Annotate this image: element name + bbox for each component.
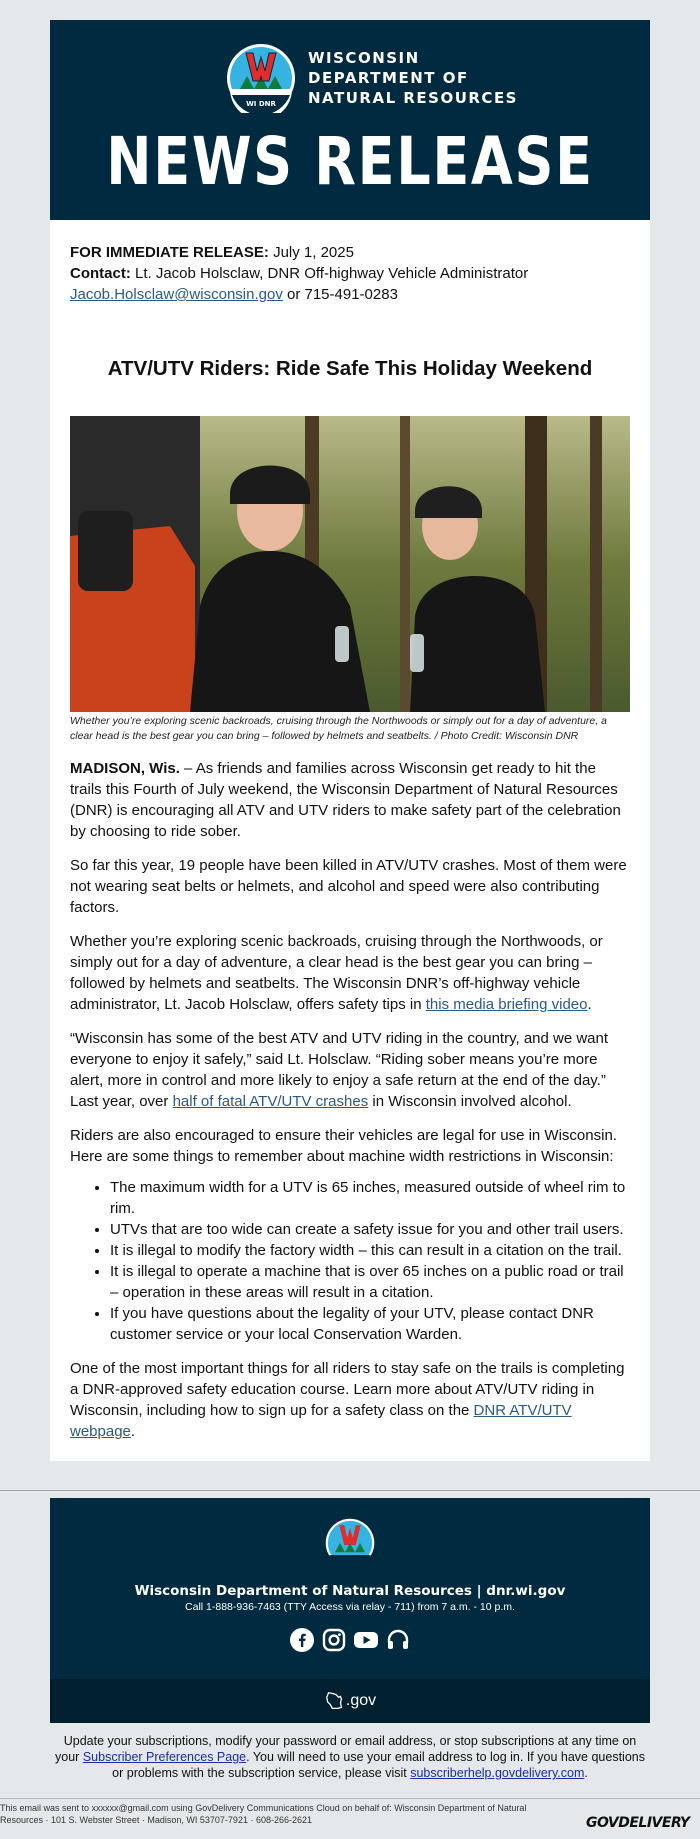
dnr-badge-icon <box>226 43 296 113</box>
contact-phone: 715-491-0283 <box>304 286 398 303</box>
header-banner <box>50 20 650 220</box>
facebook-icon[interactable] <box>290 1628 314 1652</box>
sent-notice: This email was sent to xxxxxx@gmail.com using GovDelivery Communications Cloud on behalf of: Wisconsin Department of Natural Resources · 101 S. Webster Street · Madison, WI 53707-7921 · 608-266-2621 <box>0 1803 527 1825</box>
podcast-icon[interactable] <box>386 1628 410 1652</box>
section-divider <box>0 1490 700 1491</box>
release-date: July 1, 2025 <box>273 244 354 261</box>
media-briefing-video-link[interactable]: this media briefing video <box>425 996 588 1013</box>
govdelivery-logo[interactable]: GOVDELIVERY <box>586 1815 690 1831</box>
news-release-title: NEWS RELEASE <box>106 123 594 200</box>
paragraph-4: “Wisconsin has some of the best ATV and UTV riding in the country, and we want everyone to enjoy it safely,” said Lt. Holsclaw. “Riding sober means you’re more alert, more in control and more likely to enjoy a safe return at the end of the day.” Last year, over half of fatal ATV/UTV crashes in Wisconsin involved alcohol. <box>70 1030 609 1110</box>
list-item: • It is illegal to modify the factory width – this can result in a citation on the trail. <box>110 1240 630 1261</box>
footer-org-name: Wisconsin Department of Natural Resources | dnr.wi.gov <box>134 1583 566 1599</box>
wisconsin-map-icon <box>324 1690 346 1712</box>
dateline: MADISON, Wis. <box>70 760 180 777</box>
bottom-divider <box>0 1798 700 1799</box>
dnr-logo[interactable] <box>226 42 518 114</box>
subscriber-help-link[interactable]: subscriberhelp.govdelivery.com <box>410 1766 585 1780</box>
org-name: WISCONSIN DEPARTMENT OF NATURAL RESOURCES <box>308 49 518 107</box>
atv-utv-webpage-link[interactable]: DNR ATV/UTV webpage <box>70 1402 572 1440</box>
gov-strip <box>50 1679 650 1723</box>
list-item: • The maximum width for a UTV is 65 inches, measured outside of wheel rim to rim. <box>110 1177 630 1219</box>
paragraph-5: Riders are also encouraged to ensure their vehicles are legal for use in Wisconsin. Here are some things to remember about machine width restrictions in Wisconsin: <box>70 1127 617 1165</box>
fatal-crashes-link[interactable]: half of fatal ATV/UTV crashes <box>172 1093 369 1110</box>
subscriber-preferences-link[interactable]: Subscriber Preferences Page <box>82 1750 247 1764</box>
contact-email-link[interactable]: Jacob.Holsclaw@wisconsin.gov <box>70 286 283 303</box>
article-content <box>50 220 650 1442</box>
photo-caption: Whether you’re exploring scenic backroads, cruising through the Northwoods or simply out for a day of adventure, a clear head is the best gear you can bring – followed by helmets and seatbelts. / Photo Credit: Wisconsin DNR <box>70 715 607 742</box>
email-card <box>50 20 650 1461</box>
release-meta: FOR IMMEDIATE RELEASE: July 1, 2025 Contact: Lt. Jacob Holsclaw, DNR Off-highway Vehicle Administrator Jacob.Holsclaw@wisconsin.gov or 715-491-0283 <box>70 244 529 303</box>
footer-call-info: Call 1-888-936-7463 (TTY Access via relay - 711) from 7 a.m. - 10 p.m. <box>185 1601 515 1613</box>
svg-text:WI DNR: WI DNR <box>246 100 276 108</box>
instagram-icon[interactable] <box>322 1628 346 1652</box>
contact-label: Contact: <box>70 265 131 282</box>
youtube-icon[interactable] <box>354 1628 378 1652</box>
list-item: • If you have questions about the legality of your UTV, please contact DNR customer service or your local Conservation Warden. <box>110 1303 630 1345</box>
width-rules-list <box>70 1177 630 1345</box>
dnr-footer-logo-icon[interactable] <box>325 1518 375 1568</box>
list-item: • It is illegal to operate a machine that is over 65 inches on a public road or trail – operation in these areas will result in a citation. <box>110 1261 630 1303</box>
paragraph-6: One of the most important things for all riders to stay safe on the trails is completing a DNR-approved safety education course. Learn more about ATV/UTV riding in Wisconsin, including how to sign up for a safety class on the DNR ATV/UTV webpage. <box>70 1360 625 1440</box>
article-headline: ATV/UTV Riders: Ride Safe This Holiday Weekend <box>107 357 593 380</box>
paragraph-2: So far this year, 19 people have been killed in ATV/UTV crashes. Most of them were not wearing seat belts or helmets, and alcohol and speed were also contributing factors. <box>70 857 627 916</box>
paragraph-1: MADISON, Wis. – As friends and families across Wisconsin get ready to hit the trails this Fourth of July weekend, the Wisconsin Department of Natural Resources (DNR) is encouraging all ATV and UTV riders to make safety part of the celebration by choosing to ride sober. <box>70 760 621 840</box>
footer <box>50 1498 650 1723</box>
wisconsin-gov-mark[interactable]: .gov <box>324 1690 376 1712</box>
contact-name: Lt. Jacob Holsclaw, DNR Off-highway Vehicle Administrator <box>135 265 529 282</box>
list-item: • UTVs that are too wide can create a safety issue for you and other trail users. <box>110 1219 630 1240</box>
release-label: FOR IMMEDIATE RELEASE: <box>70 244 269 261</box>
paragraph-3: Whether you’re exploring scenic backroads, cruising through the Northwoods, or simply out for a day of adventure, a clear head is the best gear you can bring – followed by helmets and seatbelts. The Wisconsin DNR’s off-highway vehicle administrator, Lt. Jacob Holsclaw, offers safety tips in this media briefing video. <box>70 933 603 1013</box>
social-links <box>50 1628 650 1652</box>
subscription-management: Update your subscriptions, modify your password or email address, or stop subscriptions at any time on your Subscriber Preferences Page. You will need to use your email address to log in. If you have questions or problems with the subscription service, please visit subscriberhelp.govdelivery.com. <box>55 1734 645 1780</box>
riders-photo <box>70 416 630 712</box>
